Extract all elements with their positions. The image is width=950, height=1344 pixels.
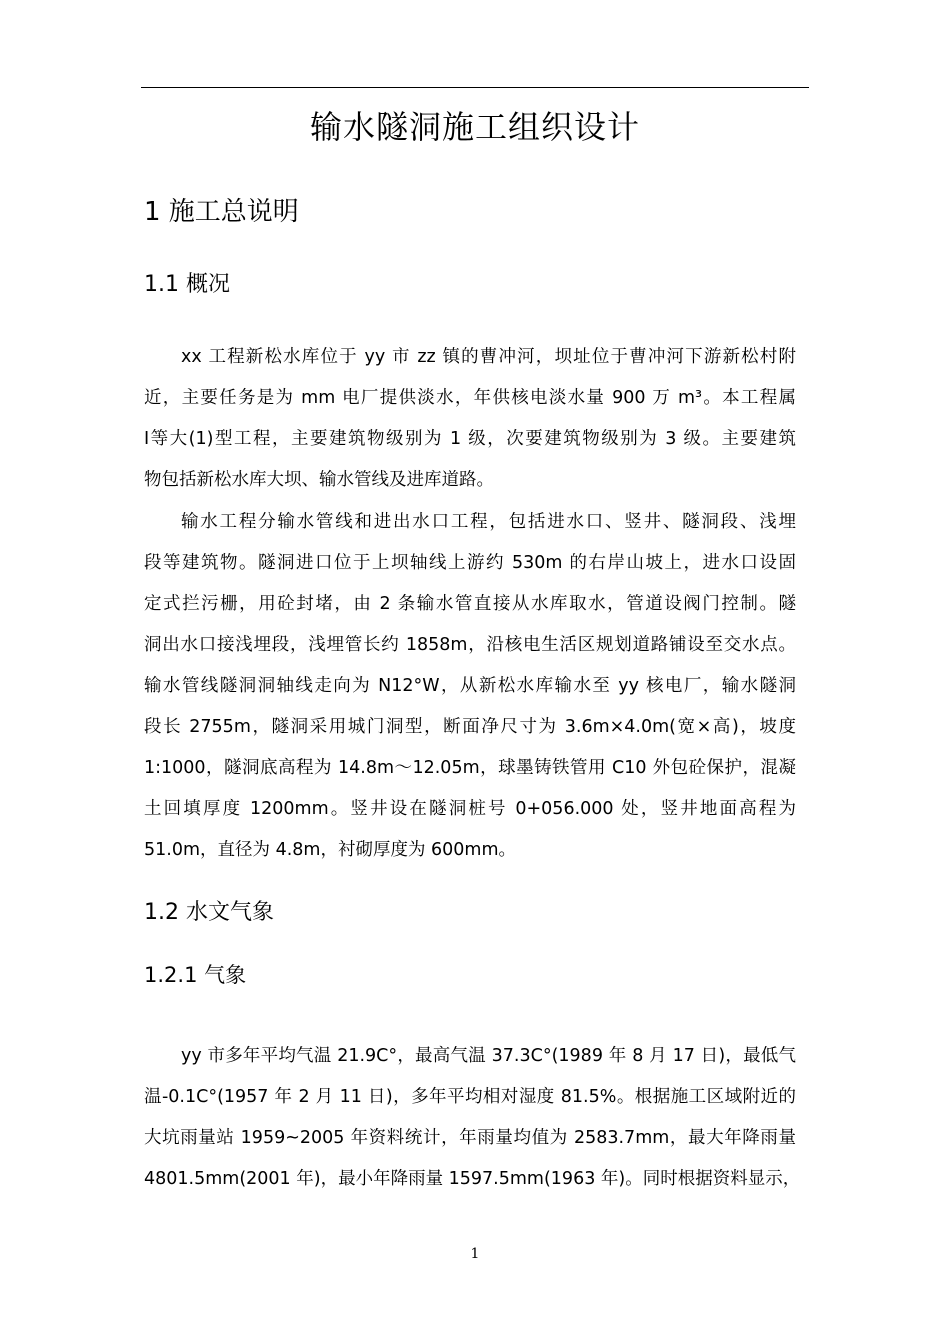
text-line: 大坑雨量站 1959~2005 年资料统计，年雨量均值为 2583.7mm，最大年降雨量 [144, 1128, 796, 1148]
text-line: 近，主要任务是为 mm 电厂提供淡水，年供核电淡水量 900 万 m³。本工程属 [144, 388, 796, 408]
text-line: 输水工程分输水管线和进出水口工程，包括进水口、竖井、隧洞段、浅埋 [181, 512, 796, 532]
text-line: yy 市多年平均气温 21.9C°，最高气温 37.3C°(1989 年 8 月 17 日)，最低气 [181, 1046, 796, 1066]
section-1-heading: 1 施工总说明 [144, 197, 299, 227]
text-line: 段长 2755m，隧洞采用城门洞型，断面净尺寸为 3.6m×4.0m(宽×高)，坡度 [144, 717, 796, 737]
text-line: 51.0m，直径为 4.8m，衬砌厚度为 600mm。 [144, 840, 517, 860]
header-rule [141, 87, 809, 88]
page-number: 1 [470, 1246, 480, 1262]
text-line: 土回填厚度 1200mm。竖井设在隧洞桩号 0+056.000 处，竖井地面高程为 [144, 799, 796, 819]
section-1-1-heading: 1.1 概况 [144, 272, 230, 297]
text-line: 洞出水口接浅埋段，浅埋管长约 1858m，沿核电生活区规划道路铺设至交水点。 [144, 635, 796, 655]
text-line: 段等建筑物。隧洞进口位于上坝轴线上游约 530m 的右岸山坡上，进水口设固 [144, 553, 796, 573]
text-line: 定式拦污栅，用砼封堵，由 2 条输水管直接从水库取水，管道设阀门控制。隧 [144, 594, 796, 614]
text-line: Ⅰ等大(1)型工程，主要建筑物级别为 1 级，次要建筑物级别为 3 级。主要建筑 [144, 429, 796, 449]
overview-paragraph-1 [144, 337, 796, 501]
text-line: 4801.5mm(2001 年)，最小年降雨量 1597.5mm(1963 年)。同时根据资料显示， [144, 1169, 801, 1189]
overview-paragraph-2 [144, 502, 796, 871]
text-line: 物包括新松水库大坝、输水管线及进库道路。 [144, 470, 494, 490]
text-line: 1:1000，隧洞底高程为 14.8m～12.05m，球墨铸铁管用 C10 外包砼保护，混凝 [144, 758, 796, 778]
text-line: 温-0.1C°(1957 年 2 月 11 日)，多年平均相对湿度 81.5%。根据施工区域附近的 [144, 1087, 796, 1107]
text-line: 输水管线隧洞洞轴线走向为 N12°W，从新松水库输水至 yy 核电厂，输水隧洞 [144, 676, 796, 696]
climate-paragraph [144, 1036, 801, 1200]
document-title: 输水隧洞施工组织设计 [309, 108, 640, 146]
text-line: xx 工程新松水库位于 yy 市 zz 镇的曹冲河，坝址位于曹冲河下游新松村附 [181, 347, 796, 367]
section-1-2-1-heading: 1.2.1 气象 [144, 963, 247, 987]
section-1-2-heading: 1.2 水文气象 [144, 900, 274, 925]
